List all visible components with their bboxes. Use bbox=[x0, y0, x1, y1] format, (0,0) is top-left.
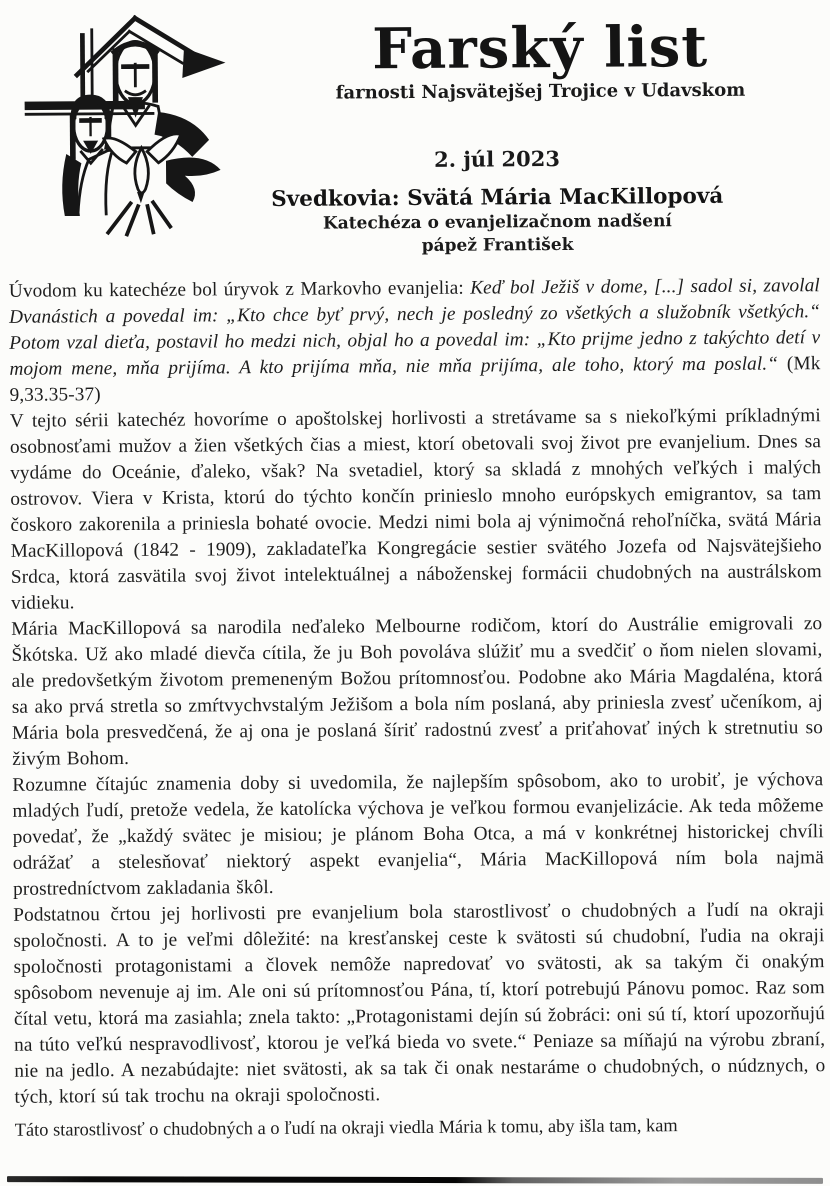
article-header bbox=[167, 144, 828, 259]
article-paragraph: Mária MacKillopová sa narodila neďaleko Melbourne rodičom, ktorí do Austrálie emigrovali zo Škótska. Už ako mladé dievča cítila, že ju Boh povoláva slúžiť mu a svedčiť o ňom nielen slovami, ale predovšetkým životom premeneným Božou prítomnosťou. Podobne ako Mária Magdaléna, ktorá sa ako prvá stretla so zmŕtvychvstalým Ježišom a bola ním poslaná, aby priniesla zvesť učeníkom, aj Mária bola presvedčená, že aj ona je poslaná šíriť radostnú zvesť a priťahovať iných k stretnutiu so živým Bohom. bbox=[11, 613, 824, 770]
lead-intro: Úvodom ku katechéze bol úryvok z Markovho evanjelia: bbox=[8, 277, 471, 302]
masthead bbox=[254, 13, 827, 104]
newsletter-title: Farský list bbox=[372, 13, 709, 83]
article-paragraph: V tejto sérii katechéz hovoríme o apoštolskej horlivosti a stretávame sa s niekoľkými príkladnými osobnosťami mužov a žien všetkých čias a miest, ktorí obetovali svoj život pre evanjelium. Dnes sa vydáme do Oceánie, ďaleko, však? Na svetadiel, ktorý sa skladá z mnohých veľkých i malých ostrovov. Viera v Krista, ktorú do týchto končín prinieslo mnoho európskych emigrantov, sa tam čoskoro zakorenila a priniesla bohaté ovocie. Medzi nimi bola aj výnimočná rehoľníčka, svätá Mária MacKillopová (1842 - 1909), zakladateľka Kongregácie sestier svätého Jozefa od Najsvätejšieho Srdca, ktorá zasvätila svoj život intelektuálnej a náboženskej formácii chudobných na austrálskom vidieku. bbox=[9, 405, 822, 614]
article-paragraph: Táto starostlivosť o chudobných a o ľudí na okraji viedla Mária k tomu, aby išla tam, kam bbox=[14, 1115, 678, 1140]
article-paragraph: Rozumne čítajúc znamenia doby si uvedomila, že najlepším spôsobom, ako to urobiť, je výchova mladých ľudí, pretože vedela, že katolícka výchova je veľkou formou evanjelizácie. Ak teda môžeme povedať, že „každý svätec je misiou; je plánom Boha Otca, a má v konkrétnej historickej chvíli odrážať a stelesňovať niektorý aspekt evanjelia“, Mária MacKillopová ním bola najmä prostredníctvom zakladania škôl. bbox=[12, 769, 824, 900]
article-paragraph: Podstatnou črtou jej horlivosti pre evanjelium bola starostlivosť o chudobných a ľudí na okraji spoločnosti. A to je veľmi dôležité: na kresťanskej ceste k svätosti sú chudobní, ľudia na okraji spoločnosti protagonistami a človek nemôže napredovať vo svätosti, ak sa takým či onakým spôsobom nevenuje aj im. Ale oni sú prítomnosťou Pána, tí, ktorí potrebujú Pánovu pomoc. Raz som čítal vetu, ktorá ma zasiahla; znela takto: „Protagonistami dejín sú žobráci: oni sú tí, ktorí upozorňujú na túto veľkú nespravodlivosť, ktorou je veľká bieda vo svete.“ Peniaze sa míňajú na výrobu zbraní, nie na jedlo. A nezabúdajte: niet svätosti, ak sa tak či onak nestaráme o chudobných, o núdznych, o tých, ktorí sú tak trochu na okraji spoločnosti. bbox=[13, 899, 826, 1108]
lead-paragraph bbox=[9, 273, 821, 409]
article-author: pápež František bbox=[421, 234, 574, 256]
article-title: Svedkovia: Svätá Mária MacKillopová bbox=[271, 183, 724, 212]
newsletter-subtitle: farnosti Najsvätejšej Trojice v Udavskom bbox=[335, 79, 746, 104]
issue-date: 2. júl 2023 bbox=[433, 145, 560, 172]
article-body bbox=[9, 273, 826, 1143]
scripture-citation: (Mk 9,33.35-37) bbox=[9, 353, 821, 406]
scripture-quote: Keď bol Ježiš v dome, [...] sadol si, zavolal Dvanástich a povedal im: „Kto chce byť prvý, nech je posledný zo všetkých a služobník všetkých.“ Potom vzal dieťa, postavil ho medzi nich, objal ho a povedal im: „Kto prijme jedno z takýchto detí v mojom mene, mňa prijíma. A kto prijíma mňa, nie mňa prijíma, ale toho, ktorý ma poslal.“ bbox=[8, 275, 821, 380]
article-subtitle: Katechéza o evanjelizačnom nadšení bbox=[322, 211, 672, 234]
